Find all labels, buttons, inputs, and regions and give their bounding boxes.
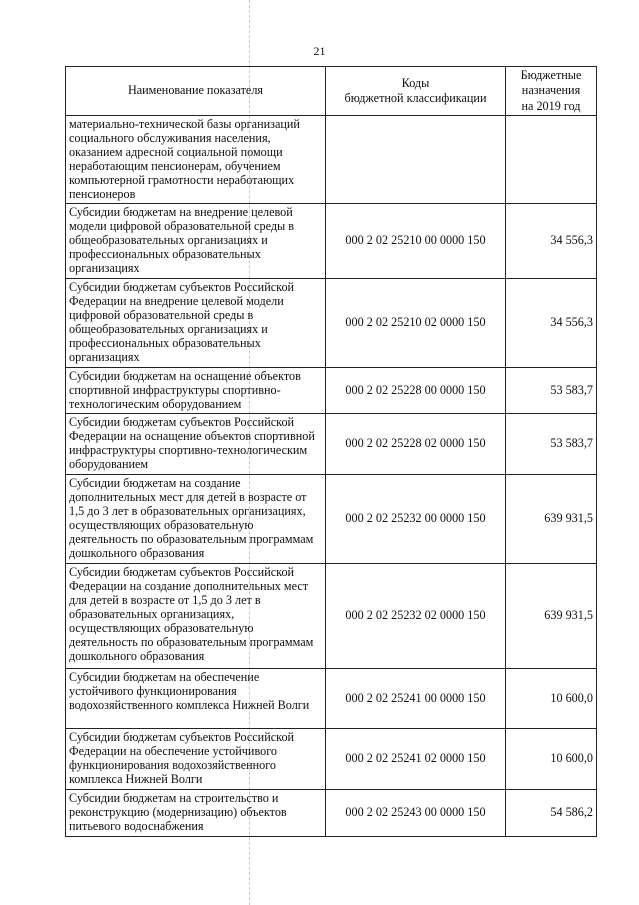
row-budget-code: 000 2 02 25241 00 0000 150 xyxy=(326,668,506,728)
header-budget-amount xyxy=(506,67,597,116)
row-amount: 53 583,7 xyxy=(506,413,597,474)
row-indicator-name: Субсидии бюджетам на строительство и реконструкцию (модернизацию) объектов питьевого водоснабжения xyxy=(66,789,326,836)
row-amount: 639 931,5 xyxy=(506,563,597,668)
row-indicator-name: Субсидии бюджетам на внедрение целевой модели цифровой образовательной среды в общеобразовательных организациях и профессиональных образовательных организациях xyxy=(66,203,326,278)
header-codes-line2: бюджетной классификации xyxy=(344,90,487,105)
table-row xyxy=(66,728,597,789)
table-row xyxy=(66,203,597,278)
row-indicator-name: материально-технической базы организаций социального обслуживания населения, оказанием адресной социальной помощи неработающим пенсионерам, обучением компьютерной грамотности неработающих пенсионеров xyxy=(66,115,326,203)
row-indicator-name: Субсидии бюджетам субъектов Российской Федерации на создание дополнительных мест для детей в возрасте от 1,5 до 3 лет в образовательных организациях, осуществляющих образовательную деятельность по образовательным программам дошкольного образования xyxy=(66,563,326,668)
table-row xyxy=(66,668,597,728)
row-amount: 10 600,0 xyxy=(506,728,597,789)
header-budget-codes xyxy=(326,67,506,116)
row-amount: 639 931,5 xyxy=(506,474,597,563)
row-indicator-name: Субсидии бюджетам субъектов Российской Федерации на оснащение объектов спортивной инфраструктуры спортивно-технологическим оборудованием xyxy=(66,413,326,474)
table-row xyxy=(66,115,597,203)
header-indicator-name xyxy=(66,67,326,116)
row-indicator-name: Субсидии бюджетам на создание дополнительных мест для детей в возрасте от 1,5 до 3 лет в образовательных организациях, осуществляющих образовательную деятельность по образовательным программам дошкольного образования xyxy=(66,474,326,563)
header-amount-line1: Бюджетные xyxy=(520,68,582,82)
row-indicator-name: Субсидии бюджетам субъектов Российской Федерации на внедрение целевой модели цифровой образовательной среды в общеобразовательных организациях и профессиональных образовательных организациях xyxy=(66,278,326,367)
table-row xyxy=(66,413,597,474)
row-indicator-name: Субсидии бюджетам субъектов Российской Федерации на обеспечение устойчивого функционирования водохозяйственного комплекса Нижней Волги xyxy=(66,728,326,789)
header-amount-line3: на 2019 год xyxy=(521,98,581,113)
header-amount-line2: назначения xyxy=(521,83,581,98)
row-budget-code xyxy=(326,115,506,203)
page-number: 21 xyxy=(313,44,326,58)
row-budget-code: 000 2 02 25232 00 0000 150 xyxy=(326,474,506,563)
budget-table xyxy=(65,66,597,837)
table-row xyxy=(66,474,597,563)
row-indicator-name: Субсидии бюджетам на оснащение объектов спортивной инфраструктуры спортивно-технологическим оборудованием xyxy=(66,367,326,413)
row-amount: 54 586,2 xyxy=(506,789,597,836)
row-budget-code: 000 2 02 25210 02 0000 150 xyxy=(326,278,506,367)
row-budget-code: 000 2 02 25228 02 0000 150 xyxy=(326,413,506,474)
row-budget-code: 000 2 02 25232 02 0000 150 xyxy=(326,563,506,668)
row-amount: 53 583,7 xyxy=(506,367,597,413)
table-row xyxy=(66,563,597,668)
table-row xyxy=(66,278,597,367)
row-amount xyxy=(506,115,597,203)
header-codes-line1: Коды xyxy=(401,75,430,90)
row-amount: 10 600,0 xyxy=(506,668,597,728)
header-indicator-name-text: Наименование показателя xyxy=(127,83,264,98)
row-budget-code: 000 2 02 25243 00 0000 150 xyxy=(326,789,506,836)
table-row xyxy=(66,789,597,836)
table-header-row xyxy=(66,67,597,116)
row-budget-code: 000 2 02 25228 00 0000 150 xyxy=(326,367,506,413)
row-amount: 34 556,3 xyxy=(506,203,597,278)
table-row xyxy=(66,367,597,413)
row-budget-code: 000 2 02 25210 00 0000 150 xyxy=(326,203,506,278)
row-amount: 34 556,3 xyxy=(506,278,597,367)
row-indicator-name: Субсидии бюджетам на обеспечение устойчивого функционирования водохозяйственного комплекса Нижней Волги xyxy=(66,668,326,728)
row-budget-code: 000 2 02 25241 02 0000 150 xyxy=(326,728,506,789)
